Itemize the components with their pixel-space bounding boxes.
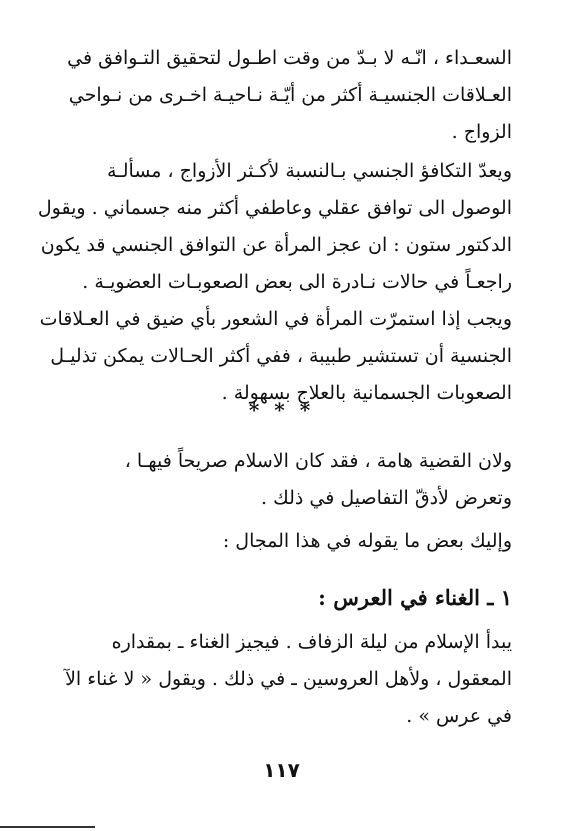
text-line: وإليك بعض ما يقوله في هذا المجال : bbox=[222, 530, 512, 552]
text-line: ويعدّ التكافؤ الجنسي بـالنسبة لأكـثر الأزواج ، مسألـة bbox=[106, 160, 512, 182]
text-line: العـلاقات الجنسيـة أكثر من أيّـة نـاحيـة اخـرى من نـواحي bbox=[68, 84, 512, 106]
text-line: الوصول الى توافق عقلي وعاطفي أكثر منه جسماني . ويقول bbox=[37, 197, 512, 219]
text-line: الدكتور ستون : ان عجز المرأة عن التوافق الجنسي قد يكون bbox=[40, 234, 512, 256]
paragraph-2 bbox=[37, 153, 512, 412]
bottom-rule bbox=[0, 826, 95, 828]
text-line: الجنسية أن تستشير طبيبة ، ففي أكثر الحـالات يمكن تذليـل bbox=[50, 345, 512, 367]
text-line: الزواج . bbox=[451, 121, 512, 143]
text-line: ويجب إذا استمرّت المرأة في الشعور بأي ضيق في العـلاقات bbox=[39, 308, 512, 330]
section-heading: ١ ـ الغناء في العرس : bbox=[318, 585, 512, 610]
text-line: السعـداء ، انّـه لا بـدّ من وقت اطـول لتحقيق التـوافق في bbox=[67, 47, 512, 69]
page-number: ١١٧ bbox=[263, 758, 300, 782]
text-line: راجعـاً في حالات نـادرة الى بعض الصعوبـات العضويـة . bbox=[82, 271, 512, 293]
text-line: وتعرض لأدقّ التفاصيل في ذلك . bbox=[261, 487, 512, 509]
text-line: ولان القضية هامة ، فقد كان الاسلام صريحاً فيهـا ، bbox=[124, 450, 512, 472]
text-line: في عرس » . bbox=[406, 705, 512, 727]
text-line: يبدأ الإسلام من ليلة الزفاف . فيجيز الغناء ـ بمقداره bbox=[111, 631, 512, 653]
paragraph-4 bbox=[100, 523, 512, 560]
text-line: الصعوبات الجسمانية بالعلاج بسهولة . bbox=[221, 382, 512, 404]
paragraph-3 bbox=[100, 443, 512, 517]
section-separator: * * * bbox=[248, 398, 315, 422]
paragraph-1 bbox=[67, 40, 512, 151]
paragraph-5 bbox=[65, 624, 512, 735]
text-line: المعقول ، ولأهل العروسين ـ في ذلك . ويقول « لا غناء الآ bbox=[65, 668, 512, 690]
